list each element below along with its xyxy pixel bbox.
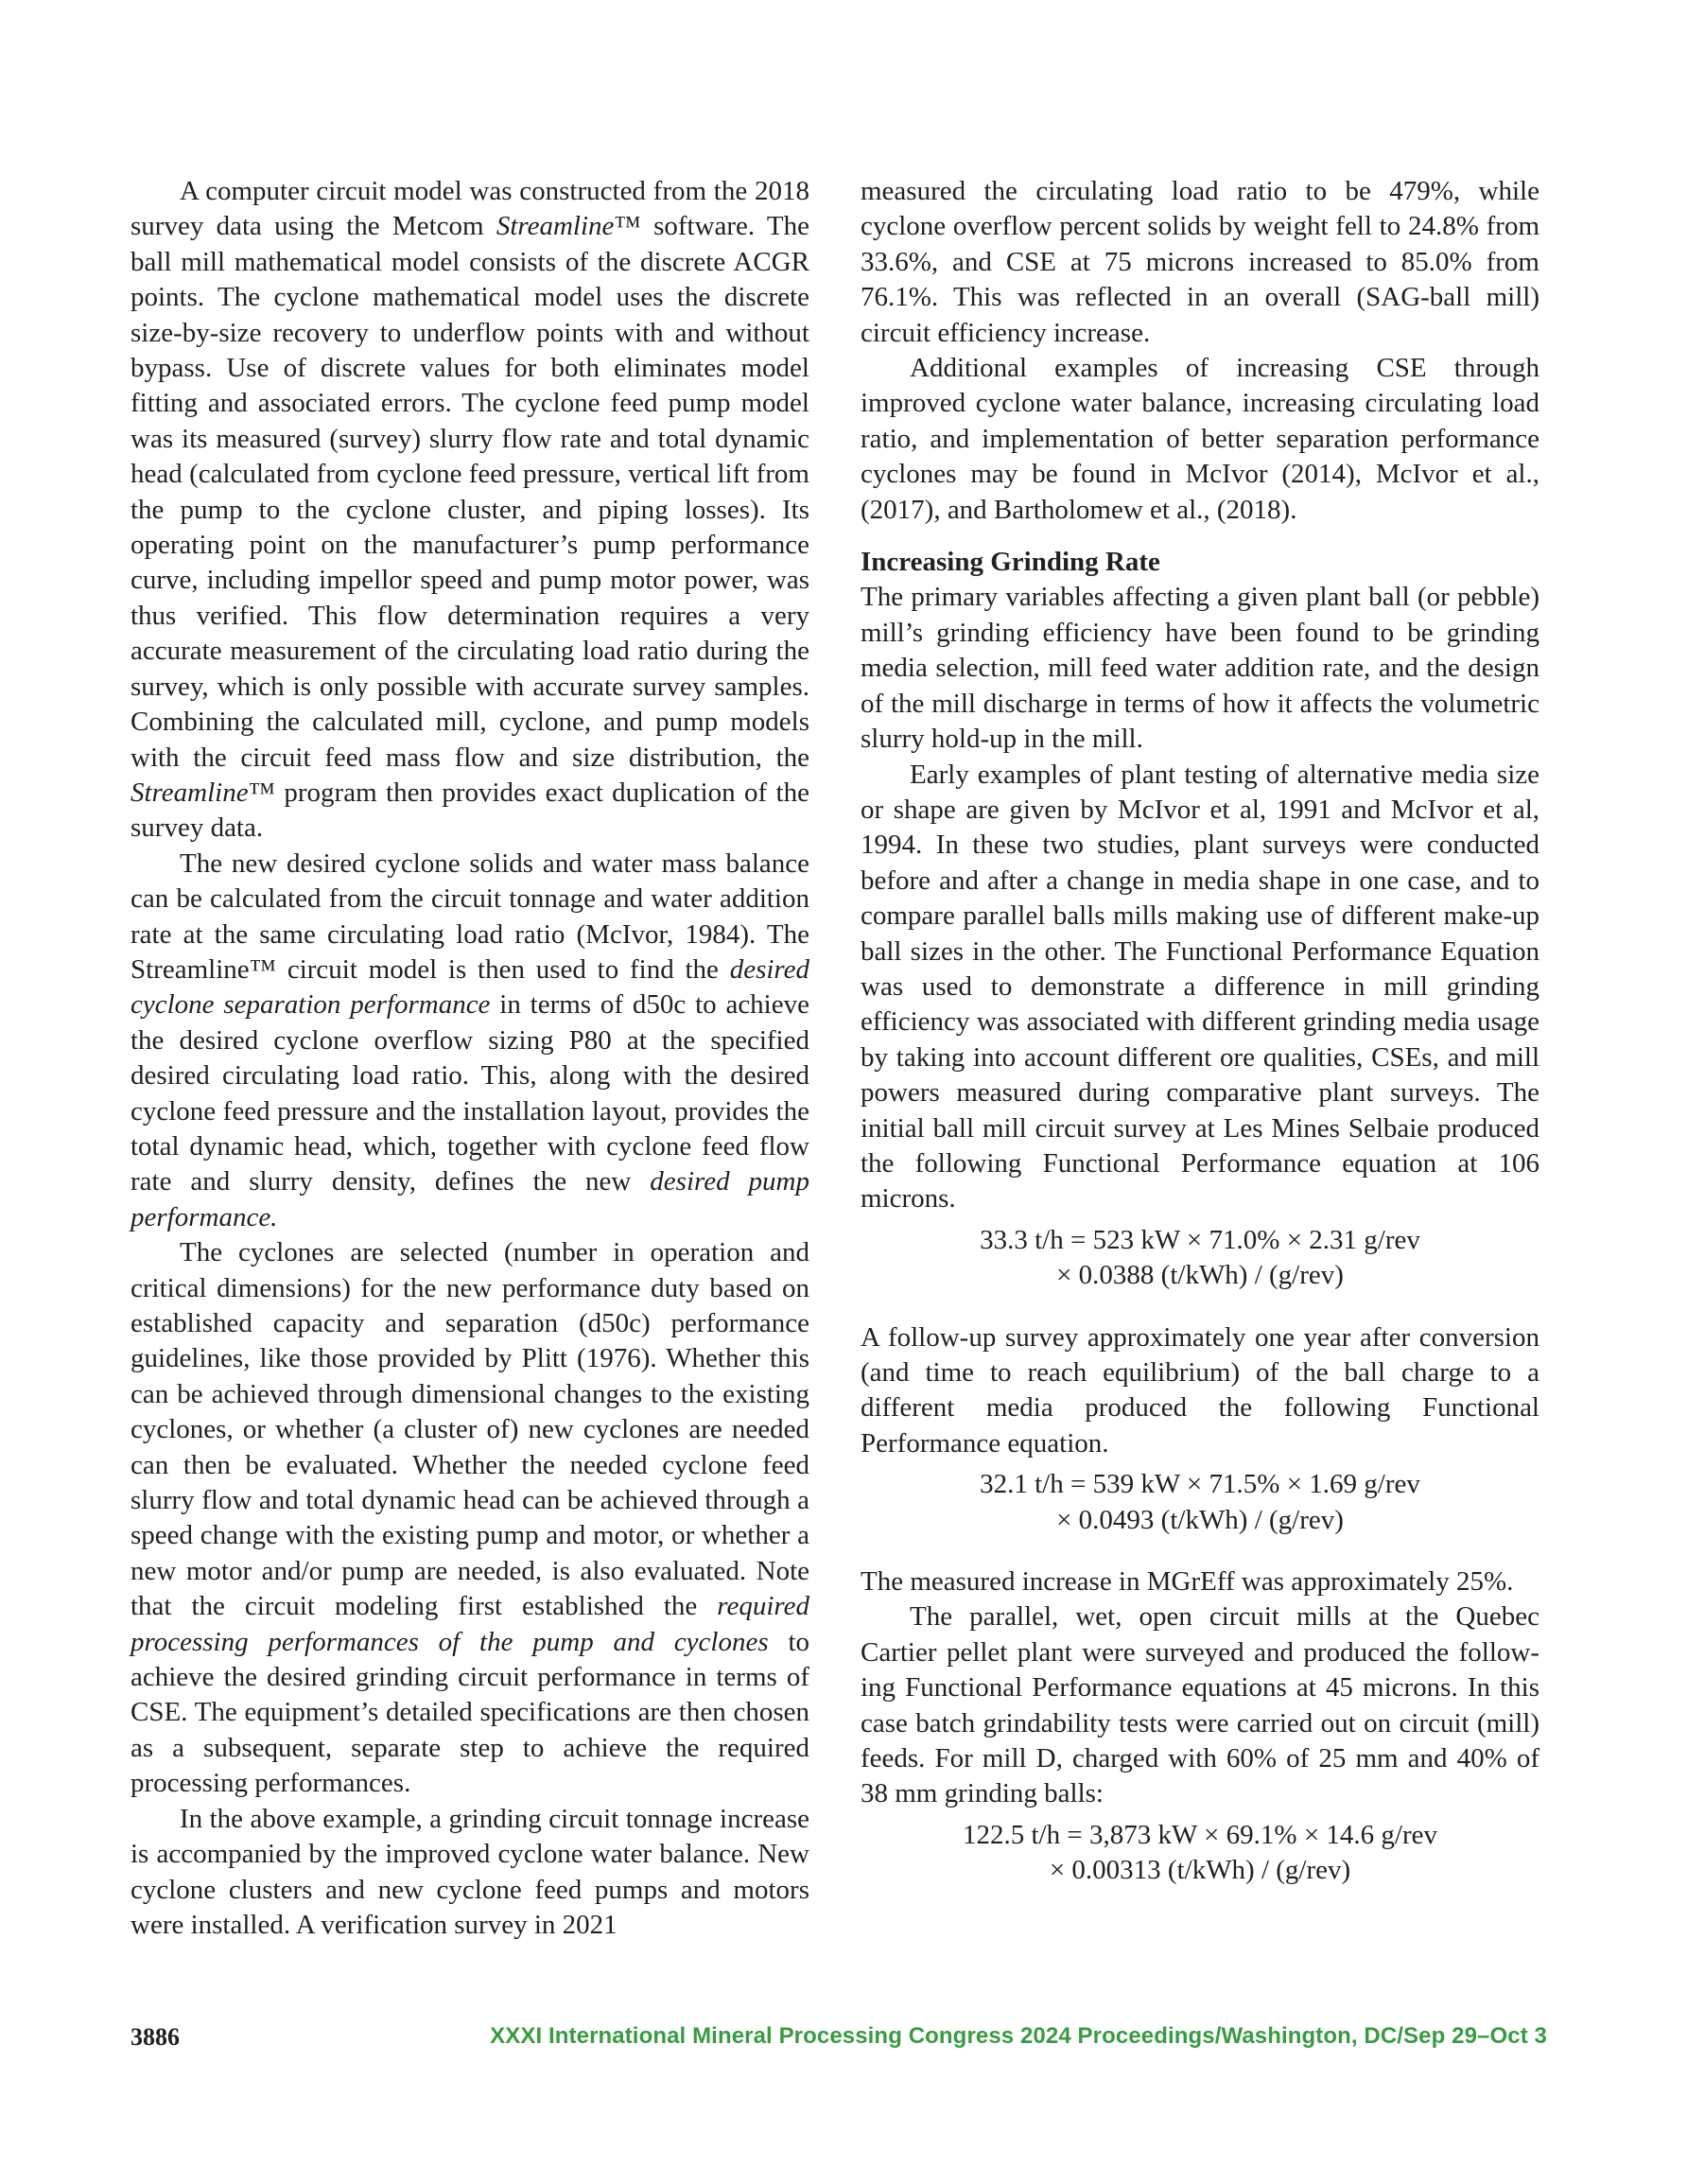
equation-line: 33.3 t/h = 523 kW × 71.0% × 2.31 g/rev: [980, 1224, 1420, 1255]
equation: [861, 1467, 1539, 1538]
paragraph: The new desired cyclone solids and water mass balance can be calculated from the circuit tonnage and water addition rate at the same circulating load ratio (McIvor, 1984). The Streamline™ circuit model is then used to find the desired cyclone separation performance in terms of d50c to achieve the desired cyclone overflow sizing P80 at the specified desired circulating load ratio. This, along with the desired cyclone feed pressure and the installation layout, provides the total dynamic head, which, together with cyclone feed flow rate and slurry density, defines the new desired pump performance.: [130, 847, 809, 1232]
emphasis: desired pump performance.: [130, 1166, 809, 1232]
page-number: 3886: [130, 2023, 180, 2051]
paragraph: In the above example, a grinding circuit tonnage increase is accompanied by the improved cyclone water balance. New cyclone clusters and new cyclone feed pumps and motors were installed. A verification survey in 2021: [130, 1803, 809, 1940]
emphasis: Streamline: [496, 211, 615, 242]
equation-line: 122.5 t/h = 3,873 kW × 69.1% × 14.6 g/rev: [962, 1819, 1438, 1850]
emphasis: Streamline: [130, 777, 249, 808]
emphasis: required processing performances of the pump and cyclones: [130, 1591, 809, 1657]
paragraph: measured the circulating load ratio to be 479%, while cyclone overflow percent solids by weight fell to 24.8% from 33.6%, and CSE at 75 microns increased to 85.0% from 76.1%. This was reflected in an overall (SAG-ball mill) circuit efficiency increase.: [861, 176, 1539, 348]
equation-line: × 0.0388 (t/kWh) / (g/rev): [1056, 1260, 1344, 1291]
paragraph: Additional examples of increasing CSE through improved cyclone water balance, increasing circulating load ratio, and implementation of better separation performance cyclones may be found in McIvor (2014), McIvor et al., (2017), and Bartholomew et al., (2018).: [861, 353, 1539, 525]
left-column: [130, 174, 809, 1943]
equation: [861, 1223, 1539, 1294]
running-title: XXXI International Mineral Processing Congress 2024 Proceedings/Washington, DC/Sep 29–Oct 3: [490, 2023, 1547, 2049]
paragraph: The parallel, wet, open circuit mills at the Quebec Cartier pellet plant were surveyed and produced the following Functional Performance equations at 45 microns. In this case batch grindability tests were carried out on circuit (mill) feeds. For mill D, charged with 60% of 25 mm and 40% of 38 mm grinding balls:: [861, 1601, 1539, 1809]
page-footer: [130, 2023, 1547, 2061]
emphasis: desired cyclone separation performance: [130, 953, 809, 1021]
right-column: [861, 174, 1539, 1895]
paragraph: The cyclones are selected (number in operation and critical dimensions) for the new performance duty based on established capacity and separation (d50c) performance guidelines, like those provided by Plitt (1976). Whether this can be achieved through dimensional changes to the existing cyclones, or whether (a cluster of) new cyclones are needed can then be evaluated. Whether the needed cyclone feed slurry flow and total dynamic head can be achieved through a speed change with the existing pump and motor, or whether a new motor and/or pump are needed, is also evaluated. Note that the circuit modeling first established the required processing performances of the pump and cyclones to achieve the desired grinding circuit performance in terms of CSE. The equipment’s detailed specifications are then chosen as a subsequent, separate step to achieve the required processing performances.: [130, 1237, 810, 1799]
equation: [861, 1818, 1539, 1889]
paragraph: The measured increase in MGrEff was approximately 25%.: [861, 1566, 1514, 1598]
paragraph: Early examples of plant testing of alternative media size or shape are given by McIvor et al, 1991 and McIvor et al, 1994. In these two studies, plant surveys were conducted before and after a change in media shape in one case, and to compare parallel balls mills making use of different make-up ball sizes in the other. The Functional Performance Equation was used to demonstrate a difference in mill grinding efficiency was associated with different grinding media usage by taking into account different ore qualities, CSEs, and mill powers measured during comparative plant surveys. The initial ball mill circuit survey at Les Mines Selbaie produced the following Functional Performance equation at 106 microns.: [861, 759, 1539, 1214]
section-heading: Increasing Grinding Rate: [861, 547, 1160, 578]
equation-line: × 0.00313 (t/kWh) / (g/rev): [1049, 1855, 1351, 1886]
paragraph: A follow-up survey approximately one year after conversion (and time to reach equilibrium) of the ball charge to a different media produced the following Functional Performance equation.: [861, 1321, 1539, 1459]
paragraph: A computer circuit model was constructed from the 2018 survey data using the Metcom Streamline™ software. The ball mill mathematical model consists of the discrete ACGR points. The cyclone mathematical model uses the discrete size-by-size recovery to underflow points with and without bypass. Use of discrete values for both eliminates model fitting and associated errors. The cyclone feed pump model was its measured (survey) slurry flow rate and total dynamic head (calculated from cyclone feed pressure, vertical lift from the pump to the cyclone cluster, and piping losses). Its operating point on the manufacturer’s pump performance curve, including impellor speed and pump motor power, was thus verified. This flow determination requires a very accurate measurement of the circulating load ratio during the survey, which is only possible with accurate survey samples. Combining the calculated mill, cyclone, and pump models with the circuit feed mass flow and size distribution, the Streamline™ program then provides exact duplication of the survey data.: [130, 176, 809, 844]
paragraph: The primary variables affecting a given plant ball (or pebble) mill’s grinding efficiency have been found to be grinding media selection, mill feed water addition rate, and the design of the mill discharge in terms of how it affects the volumetric slurry hold-up in the mill.: [861, 582, 1539, 755]
equation-line: × 0.0493 (t/kWh) / (g/rev): [1056, 1504, 1344, 1535]
equation-line: 32.1 t/h = 539 kW × 71.5% × 1.69 g/rev: [980, 1469, 1420, 1500]
